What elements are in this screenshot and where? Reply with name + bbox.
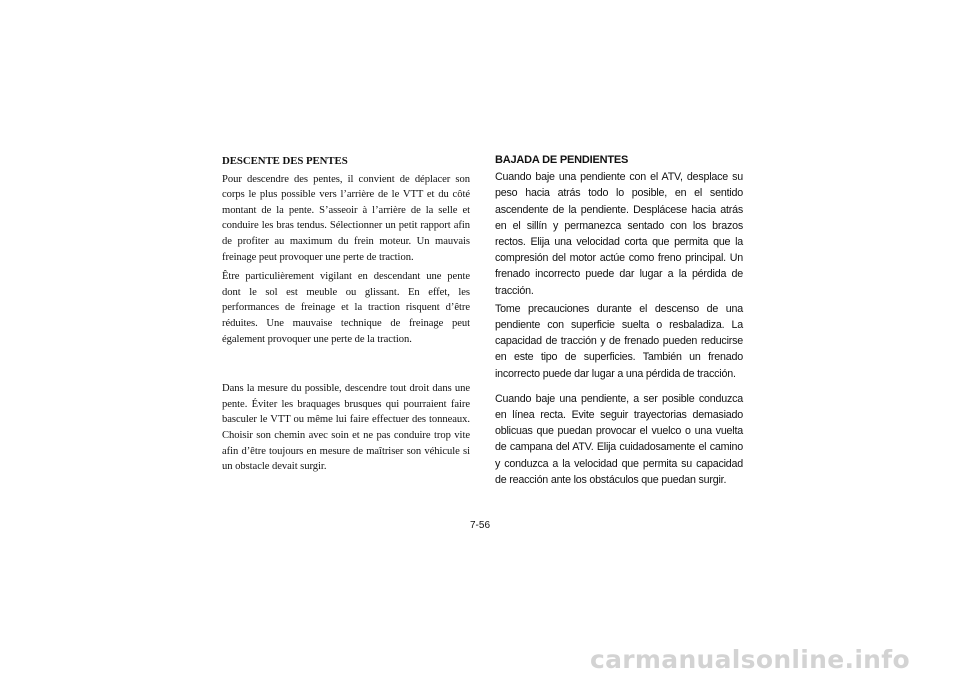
watermark: carmanualsonline.info [590, 645, 910, 674]
french-paragraph-3: Dans la mesure du possible, descendre tout droit dans une pente. Éviter les braquages brusques qui pourraient faire basculer le VTT ou même lui faire effectuer des tonneaux. Choisir son chemin avec soin et ne pas conduire trop vite afin d’être toujours en mesure de maîtriser son véhicule si un obstacle devait surgir. [222, 383, 470, 473]
french-column [222, 154, 470, 475]
french-heading: DESCENTE DES PENTES [222, 155, 348, 167]
spanish-paragraph-3: Cuando baje una pendiente, a ser posible conduzca en línea recta. Evite seguir trayectorias demasiado oblicuas que puedan provocar el vuelco o una vuelta de campana del ATV. Elija cuidadosamente el camino y conduzca a la velocidad que permita su capacidad de reacción ante los obstáculos que puedan surgir. [495, 392, 743, 486]
spanish-paragraph-1: Cuando baje una pendiente con el ATV, desplace su peso hacia atrás todo lo posible, en el sentido ascendente de la pendiente. Desplácese hacia atrás en el sillín y permanezca sentado con los brazos rectos. Elija una velocidad corta que permita que la compresión del motor actúe como freno principal. Un frenado incorrecto puede dar lugar a la pérdida de tracción. [495, 171, 743, 297]
spanish-column [495, 152, 743, 488]
spanish-paragraph-2: Tome precauciones durante el descenso de una pendiente con superficie suelta o resbaladiza. La capacidad de tracción y de frenado pueden reducirse en este tipo de superficies. También un frenado incorrecto puede dar lugar a una pérdida de tracción. [495, 302, 743, 380]
page-number: 7-56 [469, 520, 490, 531]
french-paragraph-2: Être particulièrement vigilant en descendant une pente dont le sol est meuble ou glissant. En effet, les performances de freinage et la traction risquent d’être réduites. Une mauvaise technique de freinage peut également provoquer une perte de la traction. [222, 271, 470, 345]
french-paragraph-1: Pour descendre des pentes, il convient de déplacer son corps le plus possible vers l’arrière de le VTT et du côté montant de la pente. S’asseoir à l’arrière de la selle et conduire les bras tendus. Sélectionner un petit rapport afin de profiter au maximum du frein moteur. Un mauvais freinage peut provoquer une perte de traction. [222, 173, 470, 263]
spanish-heading: BAJADA DE PENDIENTES [495, 154, 629, 166]
